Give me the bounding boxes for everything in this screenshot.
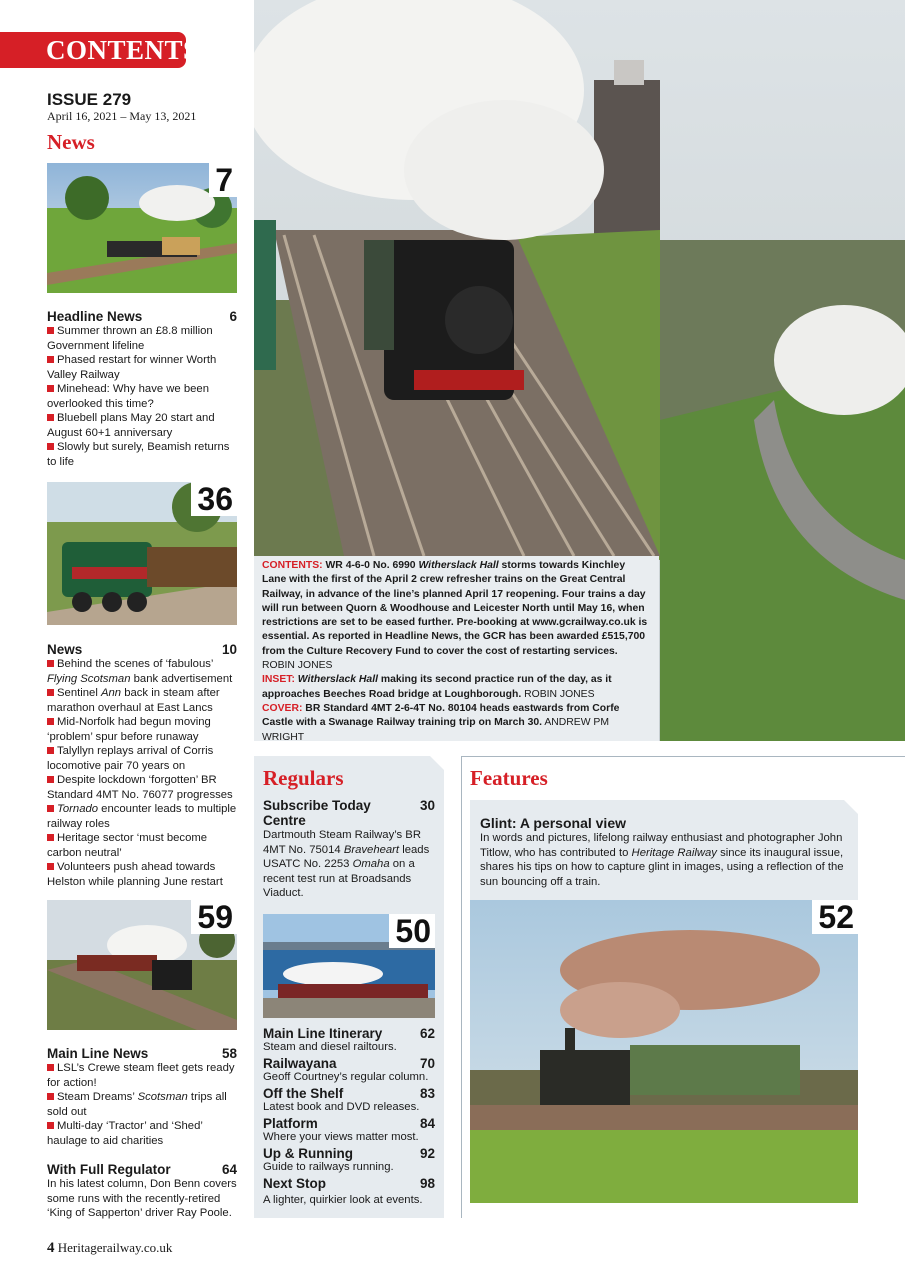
subscribe-subtitle: Centre — [263, 813, 306, 828]
page-ref: 64 — [221, 1162, 237, 1177]
list-item: Railwayana 70 Geoff Courtney’s regular column. — [263, 1056, 435, 1083]
page-number-badge: 50 — [389, 914, 435, 948]
page-ref: 10 — [221, 642, 237, 657]
page-ref: 58 — [221, 1046, 237, 1061]
list-item: Tornado encounter leads to multiple railway roles — [47, 803, 237, 830]
list-item: Bluebell plans May 20 start and August 60+1 anniversary — [47, 412, 215, 439]
list-item: Summer thrown an £8.8 million Government lifeline — [47, 325, 213, 352]
regulars-panel — [254, 756, 444, 1218]
news-section-title: News — [47, 130, 95, 154]
main-line-news-title: Main Line News 58 — [47, 1046, 237, 1061]
list-item: Platform 84 Where your views matter most. — [263, 1116, 435, 1143]
issue-number: ISSUE 279 — [47, 90, 132, 109]
list-item: Off the Shelf 83 Latest book and DVD releases. — [263, 1086, 435, 1113]
issue-dates: April 16, 2021 – May 13, 2021 — [47, 109, 197, 123]
photo-headline-news — [47, 163, 237, 293]
list-item: Phased restart for winner Worth Valley Railway — [47, 354, 217, 381]
headline-news-list — [47, 324, 237, 469]
subscribe-text: Dartmouth Steam Railway’s BR 4MT No. 75014 Braveheart leads USATC No. 2253 Omaha on a recent test run at Broadsands Viaduct. — [263, 829, 430, 899]
glint-title: Glint: A personal view — [480, 815, 626, 831]
page-footer — [47, 1240, 172, 1257]
list-item: Slowly but surely, Beamish returns to life — [47, 441, 230, 468]
list-item: Next Stop 98 A lighter, quirkier look at events. — [263, 1176, 435, 1206]
list-item: Steam Dreams’ Scotsman trips all sold out — [47, 1091, 227, 1118]
cover-caption: CONTENTS: WR 4-6-0 No. 6990 Witherslack Hall storms towards Kinchley Lane with the first of the April 2 crew refresher trains on the Great Central Railway, in advance of the line’s planned April 17 reopening. Four trains a day will run between Quorn & Woodhouse and Leicester North until May 16, when restrictions are set to be eased further. Pre-booking at www.gcrailway.co.uk is essential. As reported in Headline News, the GCR has been awarded £515,700 from the Culture Recovery Fund to cover the cost of restarting services. ROBIN JONES INSET: Witherslack Hall making its second practice run of the day, as it approaches Beeches Road bridge at Loughborough. ROBIN JONES COVER: BR Standard 4MT 2-6-4T No. 80104 heads eastwards from Corfe Castle with a Swanage Railway training trip on March 30. ANDREW PM WRIGHT — [254, 556, 659, 741]
photo-glint — [470, 900, 858, 1203]
regulars-section-title: Regulars — [263, 766, 344, 790]
list-item: Up & Running 92 Guide to railways running. — [263, 1146, 435, 1173]
list-item: Despite lockdown ‘forgotten’ BR Standard 4MT No. 76077 progresses — [47, 774, 233, 801]
list-item: Multi-day ‘Tractor’ and ‘Shed’ haulage to aid charities — [47, 1120, 203, 1147]
folio: 4 — [47, 1240, 55, 1256]
main-line-news-list — [47, 1061, 237, 1148]
page-ref: 6 — [229, 309, 237, 324]
list-item: Sentinel Ann back in steam after marathon overhaul at East Lancs — [47, 687, 220, 714]
headline-news-title: Headline News 6 — [47, 309, 237, 324]
subscribe-title: Subscribe Today 30 — [263, 798, 435, 813]
glint-box — [470, 800, 858, 900]
website: Heritagerailway.co.uk — [57, 1240, 173, 1255]
contents-banner: CONTENTS — [0, 32, 186, 68]
photo-subscribe — [263, 914, 435, 1018]
full-regulator-text: In his latest column, Don Benn covers some runs with the recently-retired ‘King of Sapperton’ driver Ray Poole. — [47, 1178, 237, 1219]
photo-main-line-news — [47, 900, 237, 1030]
regulars-list — [263, 1026, 435, 1207]
photo-news — [47, 482, 237, 625]
list-item: Main Line Itinerary 62 Steam and diesel railtours. — [263, 1026, 435, 1053]
page-number-badge: 7 — [209, 163, 237, 197]
page-number-badge: 36 — [191, 482, 237, 516]
features-section-title: Features — [470, 766, 548, 790]
list-item: Mid-Norfolk had begun moving ‘problem’ spur before runaway — [47, 716, 211, 743]
page-ref: 30 — [419, 798, 435, 813]
page-number-badge: 52 — [812, 900, 858, 934]
photo-credit: ROBIN JONES — [262, 660, 333, 672]
list-item: Minehead: Why have we been overlooked this time? — [47, 383, 209, 410]
page-number-badge: 59 — [191, 900, 237, 934]
full-regulator-title: With Full Regulator 64 — [47, 1162, 237, 1177]
list-item: Behind the scenes of ‘fabulous’ Flying Scotsman bank advertisement — [47, 658, 233, 685]
list-item: Heritage sector ‘must become carbon neutral’ — [47, 832, 208, 859]
glint-text: In words and pictures, lifelong railway enthusiast and photographer John Titlow, who has contributed to Heritage Railway since its inaugural issue, shares his tips on how to capture glint in images, using a reflection of the sun bouncing off a train. — [480, 832, 844, 888]
list-item: LSL’s Crewe steam fleet gets ready for action! — [47, 1062, 235, 1089]
news-list — [47, 657, 237, 889]
list-item: Talyllyn replays arrival of Corris locomotive pair 70 years on — [47, 745, 214, 772]
news-title: News 10 — [47, 642, 237, 657]
list-item: Volunteers push ahead towards Helston while planning June restart — [47, 861, 223, 888]
